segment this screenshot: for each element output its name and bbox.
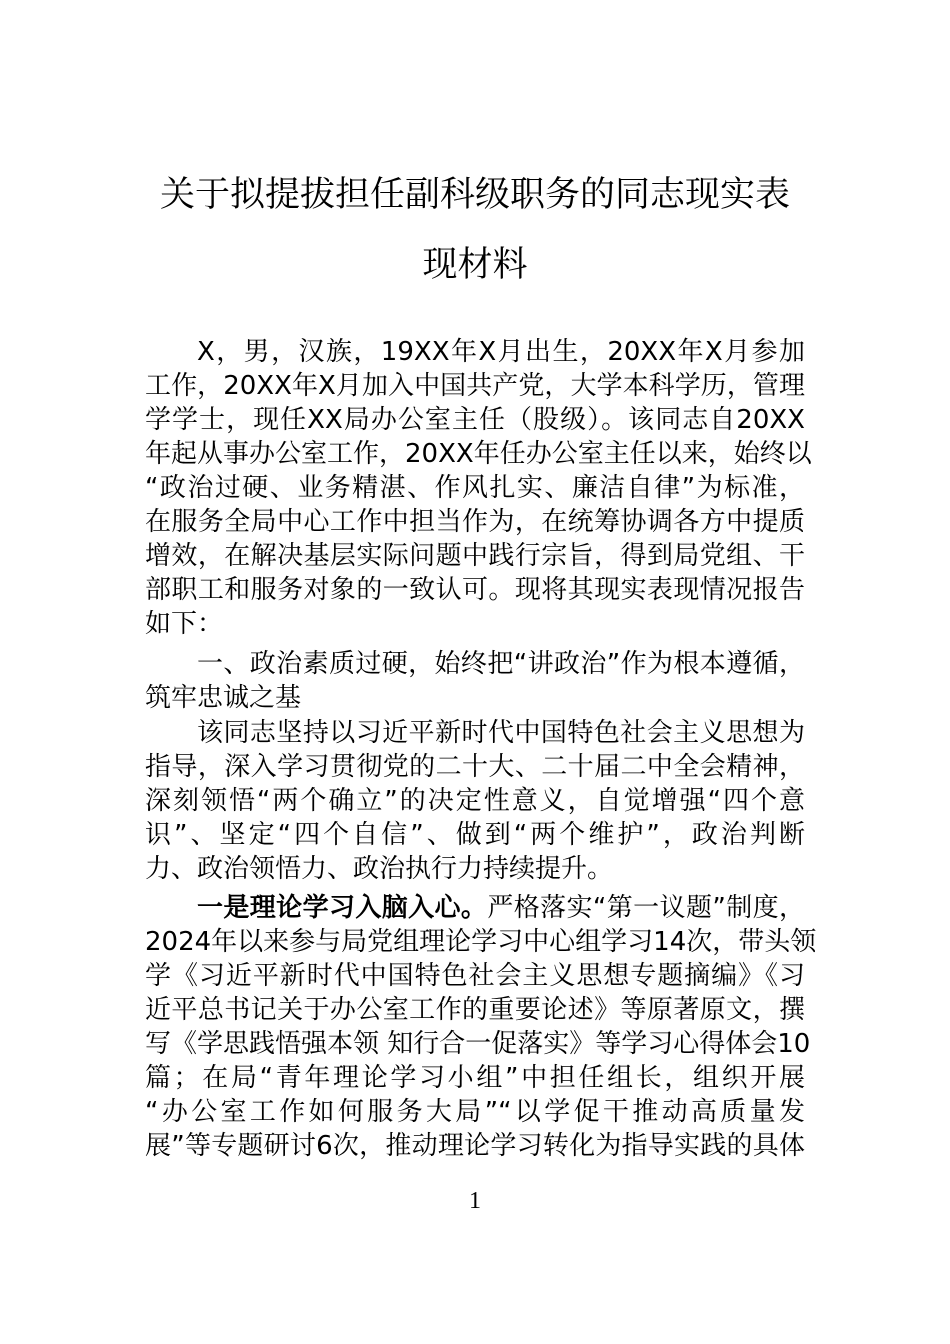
text-line: 篇；在局“青年理论学习小组”中担任组长，组织开展	[145, 1063, 805, 1093]
text-line: 学《习近平新时代中国特色社会主义思想专题摘编》《习	[145, 961, 805, 991]
text-line: 识”、坚定“四个自信”、做到“两个维护”，政治判断	[145, 820, 805, 850]
text-span: 严格落实“第一议题”制度，	[487, 893, 805, 923]
text-line: 展”等专题研讨6次，推动理论学习转化为指导实践的具体	[145, 1131, 805, 1161]
document-title	[0, 160, 950, 300]
text-line: 2024年以来参与局党组理论学习中心组学习14次，带头领	[145, 927, 817, 957]
paragraph-political	[145, 716, 805, 886]
text-line: 如下：	[145, 609, 224, 639]
text-line: 该同志坚持以习近平新时代中国特色社会主义思想为	[197, 718, 805, 748]
text-line: 工作，20XX年X月加入中国共产党，大学本科学历，管理	[145, 371, 805, 401]
section-heading-1	[145, 647, 805, 715]
text-line: 力、政治领悟力、政治执行力持续提升。	[145, 854, 614, 884]
text-line: “办公室工作如何服务大局”“以学促干推动高质量发	[145, 1097, 805, 1127]
text-line: 学学士，现任XX局办公室主任（股级）。该同志自20XX	[145, 405, 805, 435]
title-line: 现材料	[422, 245, 528, 285]
text-line: 近平总书记关于办公室工作的重要论述》等原著原文，撰	[145, 995, 805, 1025]
text-line	[145, 891, 805, 925]
text-line: “政治过硬、业务精湛、作风扎实、廉洁自律”为标准，	[145, 473, 805, 503]
intro-paragraph	[145, 335, 812, 641]
title-line: 关于拟提拔担任副科级职务的同志现实表	[159, 175, 790, 215]
page-number: 1	[469, 1188, 481, 1214]
text-line: 年起从事办公室工作，20XX年任办公室主任以来，始终以	[145, 439, 812, 469]
heading-line: 一、政治素质过硬，始终把“讲政治”作为根本遵循，	[197, 649, 805, 679]
text-line: 指导，深入学习贯彻党的二十大、二十届二中全会精神，	[145, 752, 805, 782]
text-line: 增效，在解决基层实际问题中践行宗旨，得到局党组、干	[145, 541, 805, 571]
paragraph-theory-study	[145, 891, 817, 1163]
text-line: 写《学思践悟强本领 知行合一促落实》等学习心得体会10	[145, 1029, 811, 1059]
bold-lead: 一是理论学习入脑入心。	[197, 893, 488, 923]
heading-line: 筑牢忠诚之基	[145, 683, 302, 713]
text-line: 部职工和服务对象的一致认可。现将其现实表现情况报告	[145, 575, 805, 605]
text-line: 深刻领悟“两个确立”的决定性意义，自觉增强“四个意	[145, 786, 805, 816]
text-line: 在服务全局中心工作中担当作为，在统筹协调各方中提质	[145, 507, 805, 537]
text-line: X，男，汉族，19XX年X月出生，20XX年X月参加	[197, 337, 805, 367]
